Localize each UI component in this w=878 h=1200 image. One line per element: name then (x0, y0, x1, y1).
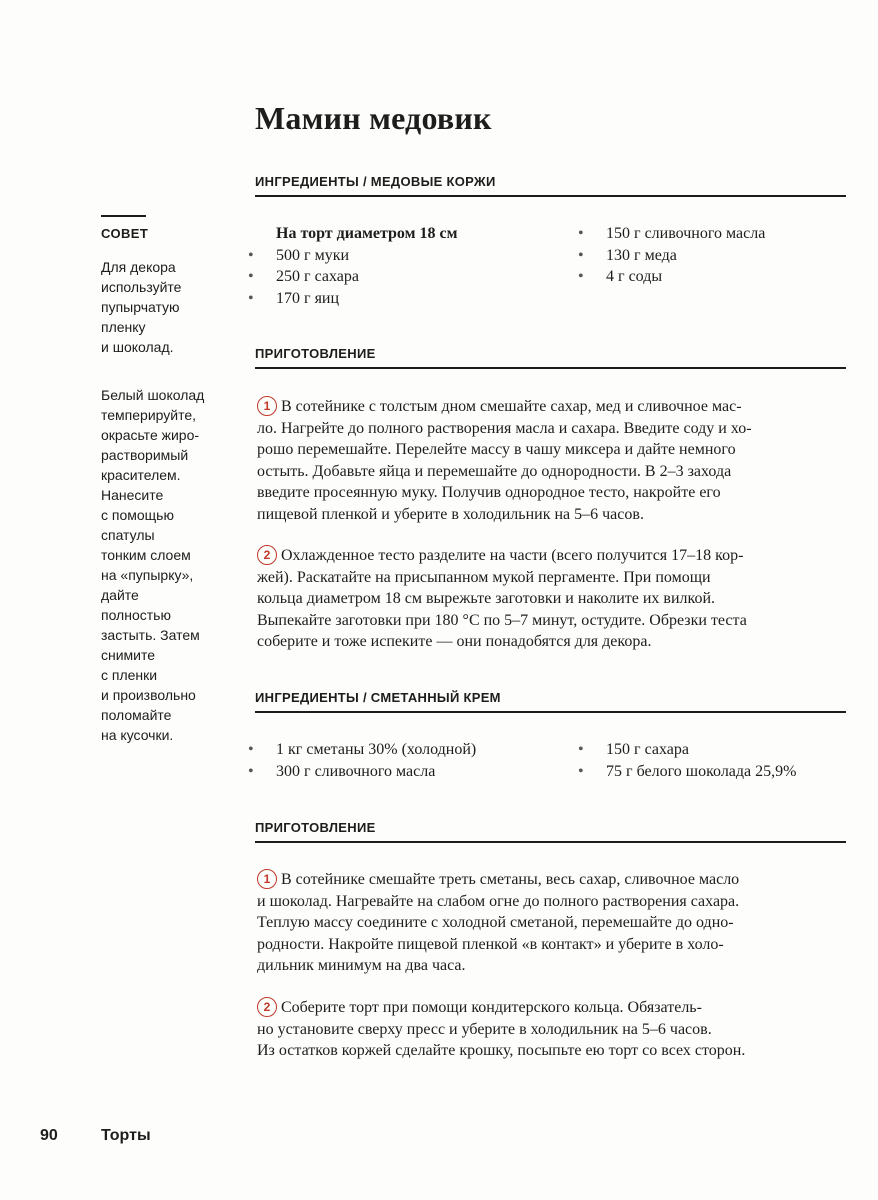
section-heading-ingredients-sour-cream: ИНГРЕДИЕНТЫ / СМЕТАННЫЙ КРЕМ (255, 690, 846, 713)
tip-sidebar (101, 215, 221, 745)
step-text: Охлажденное тесто разделите на части (всего получится 17–18 кор- жей). Раскатайте на присыпанном мукой пергаменте. При помощи кольца диаметром 18 см вырежьте заготовки и наколите их вилкой. Выпекайте заготовки при 180 °С по 5–7 минут, остудите. Обрезки теста соберите и тоже испеките — они понадобятся для декора. (257, 547, 747, 650)
list-item: • 150 г сахара (572, 739, 796, 761)
list-item: • 75 г белого шоколада 25,9% (572, 761, 796, 783)
list-item: • 250 г сахара (242, 266, 458, 288)
ingredient-list (242, 739, 476, 782)
list-item: • 150 г сливочного масла (572, 223, 765, 245)
step-text: В сотейнике смешайте треть сметаны, весь сахар, сливочное масло и шоколад. Нагревайте на слабом огне до полного растворения сахара. Теплую массу соедините с холодной сметаной, перемешайте до одно- родности. Накройте пищевой пленкой «в контакт» и уберите в холо- дильник минимум на два часа. (257, 871, 740, 974)
list-item: • 300 г сливочного масла (242, 761, 476, 783)
list-item: • 500 г муки (242, 245, 458, 267)
section-heading-preparation-2: ПРИГОТОВЛЕНИЕ (255, 820, 846, 843)
preparation-step-2 (257, 545, 847, 653)
page-number: 90 (40, 1127, 58, 1144)
ingredient-list (572, 739, 796, 782)
step-text: В сотейнике с толстым дном смешайте сахар, мед и сливочное мас- ло. Нагрейте до полного растворения масла и сахара. Введите соду и хо- рошо перемешайте. Перелейте массу в чашу миксера и дайте немного остыть. Добавьте яйца и перемешайте до однородности. В 2–3 захода введите просеянную муку. Получив однородное тесто, накройте его пищевой пленкой и уберите в холодильник на 5–6 часов. (257, 398, 752, 523)
list-item: • 4 г соды (572, 266, 765, 288)
preparation-step-1 (257, 396, 847, 525)
section-heading-ingredients-honey-layers: ИНГРЕДИЕНТЫ / МЕДОВЫЕ КОРЖИ (255, 174, 846, 197)
tip-heading: СОВЕТ (101, 226, 149, 241)
ingredients-cream-right (572, 739, 796, 782)
tip-paragraph-2: Белый шоколад темперируйте, окрасьте жиро- растворимый красителем. Нанесите с помощью спатулы тонким слоем на «пупырку», дайте полностью застыть. Затем снимите с пленки и произвольно поломайте на кусочки. (101, 387, 205, 743)
tip-rule (101, 215, 146, 217)
list-item: • 1 кг сметаны 30% (холодной) (242, 739, 476, 761)
step-number-badge: 1 (257, 396, 277, 416)
chapter-name: Торты (101, 1127, 151, 1144)
step-number-badge: 2 (257, 545, 277, 565)
ingredient-list (242, 245, 458, 310)
recipe-title: Мамин медовик (255, 100, 492, 136)
ingredients-honey-left (276, 223, 458, 309)
cream-step-2 (257, 997, 847, 1062)
step-number-badge: 1 (257, 869, 277, 889)
ingredient-list (572, 223, 765, 288)
step-text: Соберите торт при помощи кондитерского кольца. Обязатель- но установите сверху пресс и уберите в холодильник на 5–6 часов. Из остатков коржей сделайте крошку, посыпьте ею торт со всех сторон. (257, 999, 746, 1059)
ingredients-honey-right (572, 223, 765, 288)
tip-paragraph-1: Для декора используйте пупырчатую пленку и шоколад. (101, 259, 182, 355)
ingredients-cream-left (242, 739, 476, 782)
ingredients-subtitle: На торт диаметром 18 см (276, 225, 458, 242)
list-item: • 170 г яиц (242, 288, 458, 310)
step-number-badge: 2 (257, 997, 277, 1017)
cream-step-1 (257, 869, 847, 977)
section-heading-preparation-1: ПРИГОТОВЛЕНИЕ (255, 346, 846, 369)
list-item: • 130 г меда (572, 245, 765, 267)
